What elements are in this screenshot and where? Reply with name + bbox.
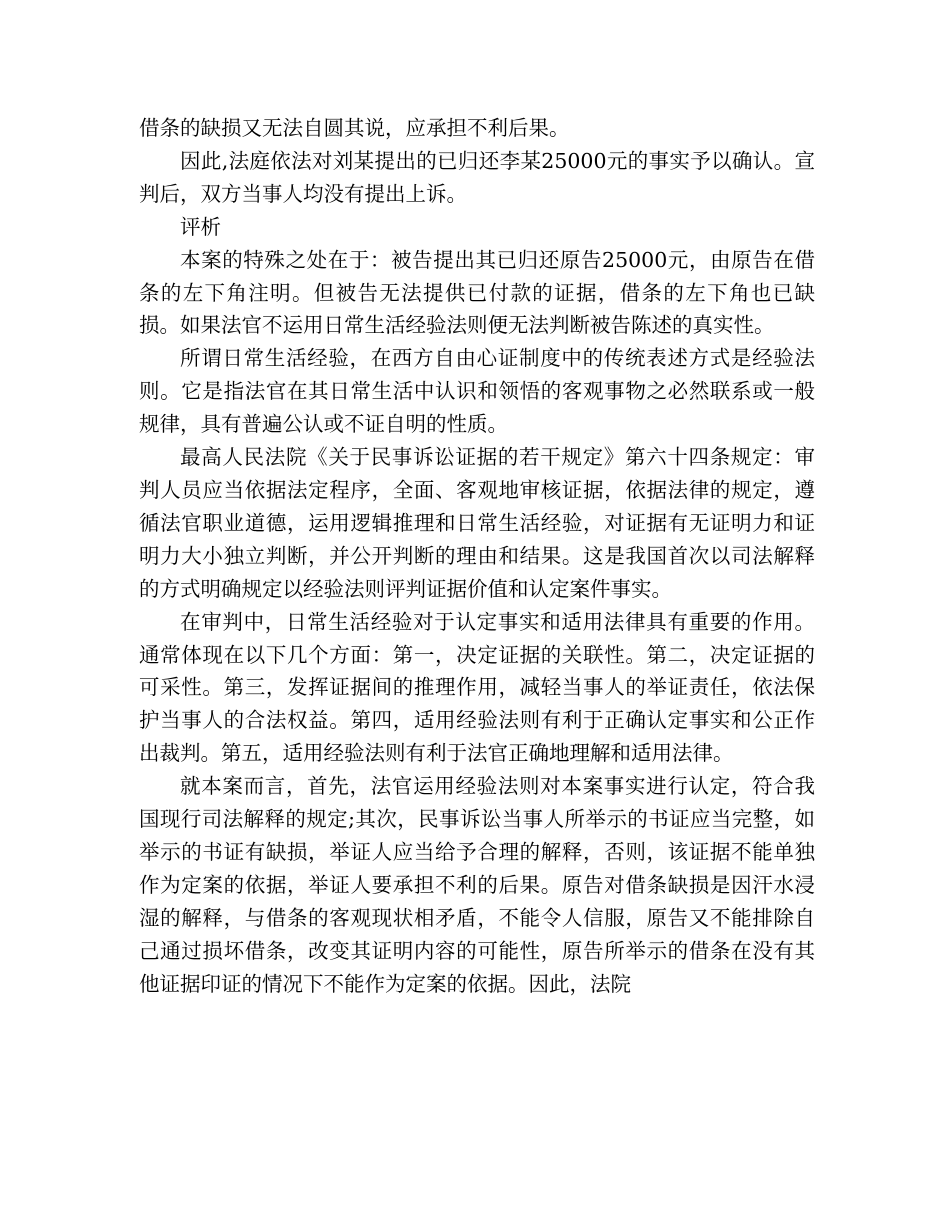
paragraph-7: 在审判中，日常生活经验对于认定事实和适用法律具有重要的作用。通常体现在以下几个方面：第一，决定证据的关联性。第二，决定证据的可采性。第三，发挥证据间的推理作用，减轻当事人的举证责任，依法保护当事人的合法权益。第四，适用经验法则有利于正确认定事实和公正作出裁判。第五，适用经验法则有利于法官正确地理解和适用法律。: [139, 609, 815, 766]
paragraph-6: 最高人民法院《关于民事诉讼证据的若干规定》第六十四条规定：审判人员应当依据法定程序，全面、客观地审核证据，依据法律的规定，遵循法官职业道德，运用逻辑推理和日常生活经验，对证据有无证明力和证明力大小独立判断，并公开判断的理由和结果。这是我国首次以司法解释的方式明确规定以经验法则评判证据价值和认定案件事实。: [139, 445, 815, 601]
section-heading-analysis: 评析: [180, 214, 221, 239]
paragraph-8: 就本案而言，首先，法官运用经验法则对本案事实进行认定，符合我国现行司法解释的规定;其次，民事诉讼当事人所举示的书证应当完整，如举示的书证有缺损，举证人应当给予合理的解释，否则，该证据不能单独作为定案的依据，举证人要承担不利的后果。原告对借条缺损是因汗水浸湿的解释，与借条的客观现状相矛盾，不能令人信服，原告又不能排除自己通过损坏借条，改变其证明内容的可能性，原告所举示的借条在没有其他证据印证的情况下不能作为定案的依据。因此，法院: [139, 774, 815, 996]
paragraph-5: 所谓日常生活经验，在西方自由心证制度中的传统表述方式是经验法则。它是指法官在其日常生活中认识和领悟的客观事物之必然联系或一般规律，具有普遍公认或不证自明的性质。: [139, 346, 815, 437]
paragraph-1: 借条的缺损又无法自圆其说，应承担不利后果。: [139, 116, 570, 140]
document-body: [139, 112, 815, 1000]
paragraph-4: 本案的特殊之处在于：被告提出其已归还原告25000元，由原告在借条的左下角注明。但被告无法提供已付款的证据，借条的左下角也已缺损。如果法官不运用日常生活经验法则便无法判断被告陈述的真实性。: [139, 247, 815, 338]
paragraph-2: 因此,法庭依法对刘某提出的已归还李某25000元的事实予以确认。宣判后，双方当事人均没有提出上诉。: [139, 148, 815, 206]
